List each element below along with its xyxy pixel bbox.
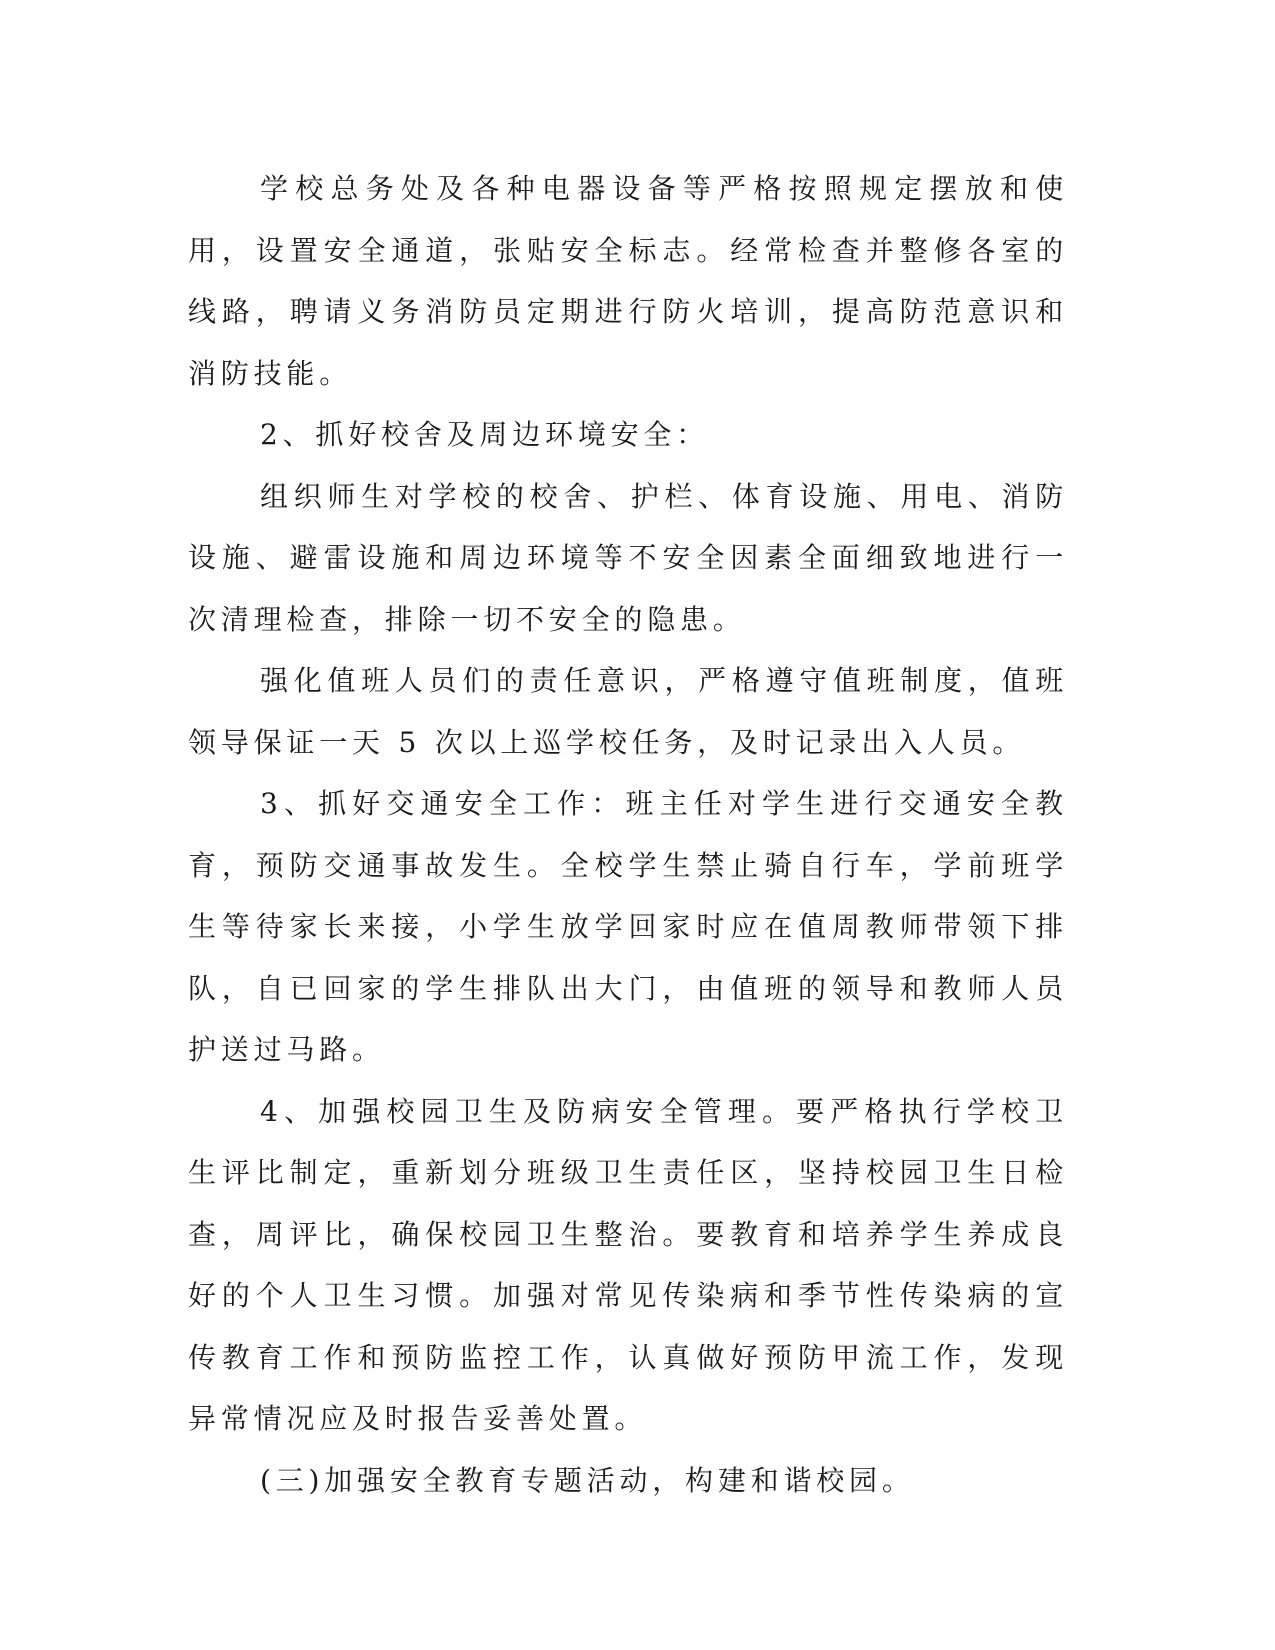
- heading-safety-education-activities: (三)加强安全教育专题活动，构建和谐校园。: [260, 1463, 915, 1497]
- document-body: [188, 158, 1068, 1511]
- paragraph-fire-safety: 学校总务处及各种电器设备等严格按照规定摆放和使用，设置安全通道，张贴安全标志。经常检查并整修各室的线路，聘请义务消防员定期进行防火培训，提高防范意识和消防技能。: [188, 172, 1068, 390]
- heading-campus-environment-safety: 2、抓好校舍及周边环境安全：: [260, 418, 710, 451]
- paragraph-traffic-safety: 3、抓好交通安全工作：班主任对学生进行交通安全教育，预防交通事故发生。全校学生禁止骑自行车，学前班学生等待家长来接，小学生放学回家时应在值周教师带领下排队，自已回家的学生排队出大门，由值班的领导和教师人员护送过马路。: [188, 787, 1068, 1066]
- paragraph-duty-system: 强化值班人员们的责任意识，严格遵守值班制度，值班领导保证一天 5 次以上巡学校任务，及时记录出入人员。: [188, 664, 1068, 759]
- paragraph-hygiene-disease-prevention: 4、加强校园卫生及防病安全管理。要严格执行学校卫生评比制定，重新划分班级卫生责任区，坚持校园卫生日检查，周评比，确保校园卫生整治。要教育和培养学生养成良好的个人卫生习惯。加强对常见传染病和季节性传染病的宣传教育工作和预防监控工作，认真做好预防甲流工作，发现异常情况应及时报告妥善处置。: [188, 1094, 1068, 1435]
- paragraph-facility-inspection: 组织师生对学校的校舍、护栏、体育设施、用电、消防设施、避雷设施和周边环境等不安全因素全面细致地进行一次清理检查，排除一切不安全的隐患。: [188, 479, 1068, 636]
